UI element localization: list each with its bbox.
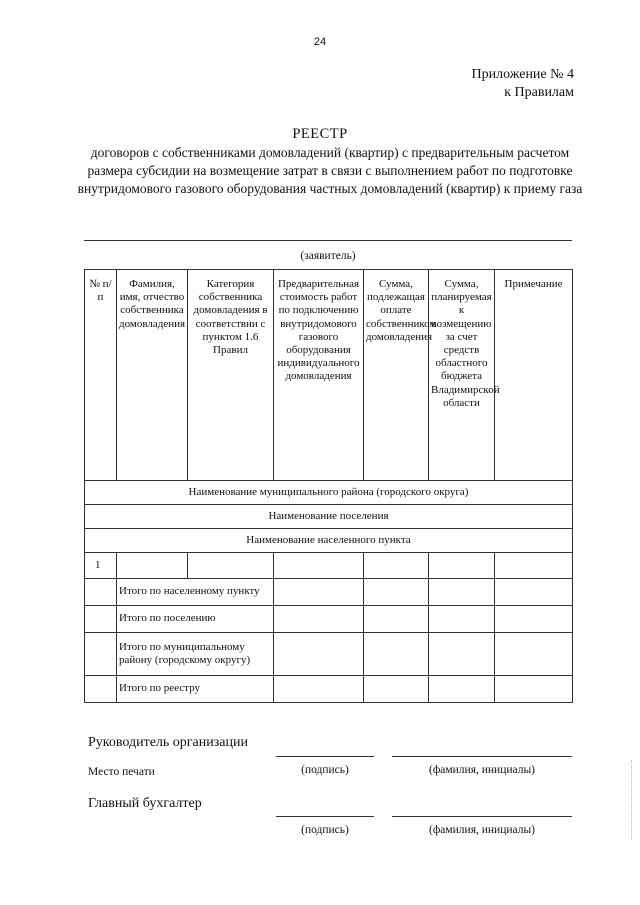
head-name-hint: (фамилия, инициалы)	[428, 764, 536, 776]
empty-cell	[364, 633, 429, 676]
empty-cell	[495, 553, 573, 579]
header-owner-name: Фамилия, имя, отчество собственника домовладения	[117, 270, 188, 481]
header-number: № п/п	[85, 270, 117, 481]
empty-cell	[495, 606, 573, 633]
table-row	[85, 553, 573, 579]
total-settlement-label: Итого по поселению	[117, 606, 274, 633]
empty-cell	[495, 579, 573, 606]
head-signature-hint: (подпись)	[301, 764, 349, 776]
scan-margin-mark	[631, 760, 634, 840]
accountant-signature-line	[276, 816, 374, 817]
empty-cell	[429, 579, 495, 606]
header-owner-category: Категория собственника домовладения в соответствии с пунктом 1.6 Правил	[188, 270, 274, 481]
accountant-signature-hint: (подпись)	[301, 824, 349, 836]
empty-cell	[85, 676, 117, 703]
empty-cell	[274, 633, 364, 676]
header-subsidy-amount: Сумма, планируемая к возмещению за счет средств областного бюджета Владимирской области	[429, 270, 495, 481]
empty-cell	[364, 676, 429, 703]
empty-cell	[85, 633, 117, 676]
table-row	[85, 579, 573, 606]
empty-cell	[364, 606, 429, 633]
empty-cell	[274, 579, 364, 606]
table-row	[85, 633, 573, 676]
empty-cell	[85, 579, 117, 606]
head-signature-line	[276, 756, 374, 757]
empty-cell	[188, 553, 274, 579]
total-locality-label: Итого по населенному пункту	[117, 579, 274, 606]
empty-cell	[274, 606, 364, 633]
header-note: Примечание	[495, 270, 573, 481]
appendix-note	[472, 66, 575, 102]
accountant-name-line	[392, 816, 572, 817]
head-name-line	[392, 756, 572, 757]
table-row	[85, 529, 573, 553]
total-registry-label: Итого по реестру	[117, 676, 274, 703]
row-number-cell: 1	[85, 553, 117, 579]
empty-cell	[364, 579, 429, 606]
chief-accountant-label: Главный бухгалтер	[88, 796, 202, 811]
empty-cell	[274, 553, 364, 579]
registry-table	[84, 269, 573, 703]
locality-row: Наименование населенного пункта	[85, 529, 573, 553]
appendix-line-1: Приложение № 4	[471, 67, 574, 82]
empty-cell	[429, 676, 495, 703]
table-row	[85, 606, 573, 633]
empty-cell	[117, 553, 188, 579]
empty-cell	[429, 553, 495, 579]
document-subtitle: договоров с собственниками домовладений (квартир) с предварительным расчетом размера субсидии на возмещение затрат в связи с выполнением работ по подготовке внутридомового газового оборудования частных домовладений (квартир) к приему газа	[77, 145, 583, 196]
table-header-row	[85, 270, 573, 481]
page-number: 24	[313, 36, 327, 48]
header-owner-payment: Сумма, подлежащая оплате собственником домовладения	[364, 270, 429, 481]
empty-cell	[495, 633, 573, 676]
empty-cell	[85, 606, 117, 633]
settlement-row: Наименование поселения	[85, 505, 573, 529]
table-row	[85, 505, 573, 529]
header-preliminary-cost: Предварительная стоимость работ по подключению внутридомового газового оборудования индивидуального домовладения	[274, 270, 364, 481]
empty-cell	[429, 633, 495, 676]
empty-cell	[364, 553, 429, 579]
stamp-label: Место печати	[88, 766, 155, 778]
applicant-label: (заявитель)	[300, 250, 356, 262]
total-district-label: Итого по муниципальному району (городскому округу)	[117, 633, 274, 676]
appendix-line-2: к Правилам	[504, 85, 574, 100]
applicant-line	[84, 240, 572, 241]
empty-cell	[495, 676, 573, 703]
municipal-district-row: Наименование муниципального района (городского округа)	[85, 481, 573, 505]
empty-cell	[429, 606, 495, 633]
accountant-name-hint: (фамилия, инициалы)	[428, 824, 536, 836]
empty-cell	[274, 676, 364, 703]
head-of-organization-label: Руководитель организации	[88, 735, 248, 750]
table-row	[85, 481, 573, 505]
document-title: РЕЕСТР	[292, 126, 348, 142]
table-row	[85, 676, 573, 703]
